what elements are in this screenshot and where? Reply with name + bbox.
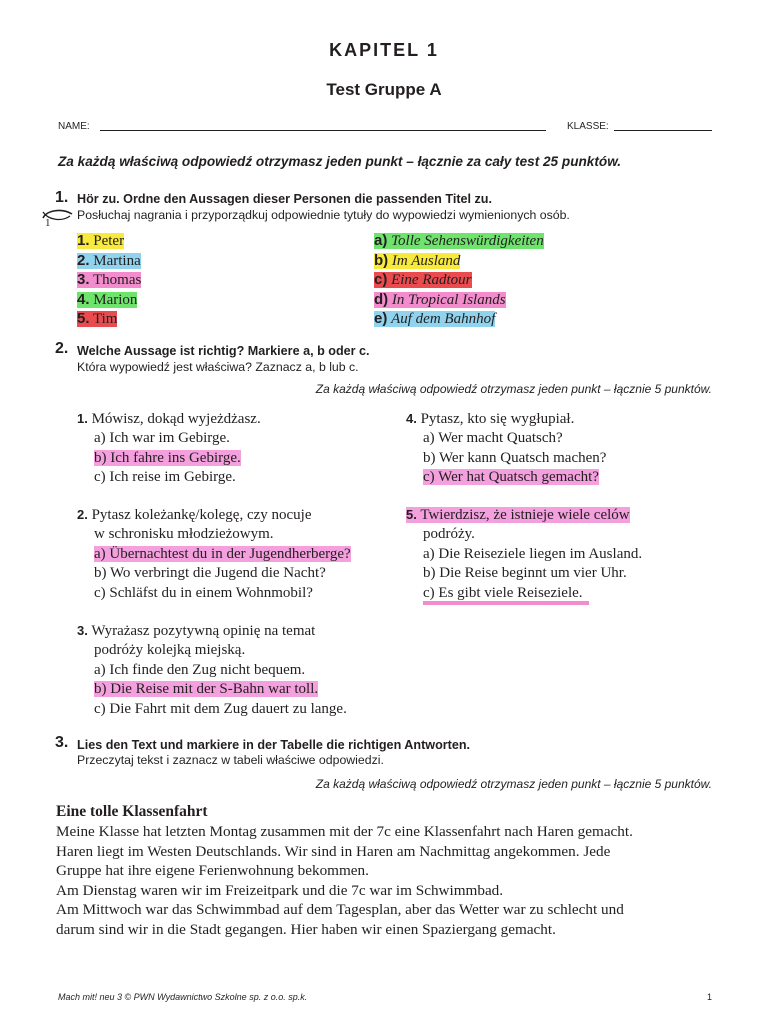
option-c[interactable]: c) Es gibt viele Reiseziele. bbox=[406, 584, 642, 603]
option-b[interactable]: b) Die Reise mit der S-Bahn war toll. bbox=[94, 681, 319, 698]
person-4 bbox=[77, 290, 137, 310]
option-a[interactable]: a) Übernachtest du in der Jugendherberge? bbox=[94, 545, 351, 562]
intro-instruction: Za każdą właściwą odpowiedź otrzymasz jeden punkt – łącznie za cały test 25 punktów. bbox=[58, 154, 622, 169]
question-4 bbox=[406, 409, 606, 488]
title-e bbox=[374, 309, 495, 329]
section1-number: 1. bbox=[55, 189, 69, 206]
title-letter: c) bbox=[374, 271, 388, 288]
chapter-title: KAPITEL 1 bbox=[329, 40, 439, 60]
reading-text bbox=[56, 822, 716, 940]
title-text: In Tropical Islands bbox=[391, 291, 506, 308]
section3-number: 3. bbox=[55, 734, 69, 751]
title-text: Tolle Sehenswürdigkeiten bbox=[391, 233, 544, 249]
title-letter: d) bbox=[374, 290, 389, 308]
option-a[interactable]: a) Ich finde den Zug nicht bequem. bbox=[94, 661, 306, 678]
option-a[interactable]: a) Wer macht Quatsch? bbox=[423, 430, 563, 447]
title-text: Auf dem Bahnhof bbox=[391, 311, 496, 327]
question-2 bbox=[77, 505, 351, 603]
question-1 bbox=[77, 409, 261, 488]
person-2 bbox=[77, 251, 141, 271]
question-prompt-cont: w schronisku młodzieżowym. bbox=[94, 526, 274, 543]
section2-heading: Welche Aussage ist richtig? Markiere a, b oder c. bbox=[77, 344, 370, 358]
footer-credit: Mach mit! neu 3 © PWN Wydawnictwo Szkolne sp. z o.o. sp.k. bbox=[58, 992, 308, 1002]
question-prompt-cont: podróży kolejką miejską. bbox=[94, 642, 246, 659]
question-5 bbox=[406, 505, 642, 603]
title-text: Im Ausland bbox=[391, 252, 461, 269]
page-number: 1 bbox=[706, 992, 712, 1002]
test-group-title: Test Gruppe A bbox=[326, 80, 442, 99]
reading-line: Meine Klasse hat letzten Montag zusammen mit der 7c eine Klassenfahrt nach Haren gemacht. bbox=[56, 823, 633, 840]
section3-points: Za każdą właściwą odpowiedź otrzymasz jeden punkt – łącznie 5 punktów. bbox=[315, 777, 712, 791]
person-3 bbox=[77, 270, 141, 290]
question-prompt: 2. Pytasz koleżankę/kolegę, czy nocuje bbox=[77, 507, 312, 523]
question-prompt-cont: podróży. bbox=[423, 526, 475, 543]
option-c[interactable]: c) Schläfst du in einem Wohnmobil? bbox=[94, 584, 313, 601]
person-number: 5. bbox=[77, 310, 90, 327]
question-prompt: 3. Wyrażasz pozytywną opinię na temat bbox=[77, 623, 316, 639]
option-c[interactable]: c) Wer hat Quatsch gemacht? bbox=[423, 469, 599, 486]
title-letter: b) bbox=[374, 251, 389, 269]
section2-points: Za każdą właściwą odpowiedź otrzymasz jeden punkt – łącznie 5 punktów. bbox=[315, 382, 712, 396]
section3-heading: Lies den Text und markiere in der Tabelle die richtigen Antworten. bbox=[77, 738, 471, 752]
section1-heading: Hör zu. Ordne den Aussagen dieser Personen die passenden Titel zu. bbox=[77, 192, 492, 206]
section2-subheading: Która wypowiedź jest właściwa? Zaznacz a, b lub c. bbox=[77, 360, 359, 374]
person-number: 4. bbox=[77, 290, 90, 308]
question-prompt: 4. Pytasz, kto się wygłupiał. bbox=[406, 411, 575, 427]
audio-track-icon bbox=[40, 205, 74, 227]
section2-number: 2. bbox=[55, 340, 69, 357]
reading-line: Gruppe hat ihre eigene Ferienwohnung bekommen. bbox=[56, 862, 369, 880]
option-b[interactable]: b) Wer kann Quatsch machen? bbox=[423, 449, 607, 466]
option-c[interactable]: c) Die Fahrt mit dem Zug dauert zu lange. bbox=[94, 700, 347, 717]
class-label: KLASSE: bbox=[567, 121, 609, 132]
title-d bbox=[374, 290, 506, 310]
question-prompt: 5. Twierdzisz, że istnieje wiele celów bbox=[406, 507, 630, 523]
title-text: Eine Radtour bbox=[391, 272, 472, 288]
person-name: Martina bbox=[93, 252, 141, 269]
section1-subheading: Posłuchaj nagrania i przyporządkuj odpowiednie tytuły do wypowiedzi wymienionych osób. bbox=[77, 208, 570, 222]
title-a bbox=[374, 231, 544, 251]
option-c[interactable]: c) Ich reise im Gebirge. bbox=[94, 469, 236, 486]
person-1 bbox=[77, 231, 124, 251]
title-c bbox=[374, 270, 472, 290]
name-label: NAME: bbox=[58, 121, 90, 132]
reading-line: Am Dienstag waren wir im Freizeitpark und die 7c war im Schwimmbad. bbox=[56, 881, 504, 899]
person-name: Thomas bbox=[93, 272, 142, 288]
person-number: 3. bbox=[77, 271, 90, 288]
name-field[interactable] bbox=[100, 130, 546, 131]
person-name: Marion bbox=[93, 291, 138, 308]
option-b[interactable]: b) Ich fahre ins Gebirge. bbox=[94, 449, 241, 466]
audio-track-number: 1 bbox=[45, 217, 51, 227]
person-number: 1. bbox=[77, 232, 90, 249]
option-b[interactable]: b) Die Reise beginnt um vier Uhr. bbox=[423, 565, 627, 582]
person-name: Tim bbox=[93, 311, 118, 327]
title-b bbox=[374, 251, 460, 271]
reading-line: Am Mittwoch war das Schwimmbad auf dem Tagesplan, aber das Wetter war zu schlecht und bbox=[56, 901, 624, 919]
person-name: Peter bbox=[93, 233, 125, 249]
reading-line: Haren liegt im Westen Deutschlands. Wir sind in Haren am Nachmittag angekommen. Jede bbox=[56, 842, 611, 860]
person-5 bbox=[77, 309, 117, 329]
title-letter: e) bbox=[374, 310, 388, 327]
question-3 bbox=[77, 621, 347, 719]
option-a[interactable]: a) Ich war im Gebirge. bbox=[94, 430, 230, 447]
section3-subheading: Przeczytaj tekst i zaznacz w tabeli właściwe odpowiedzi. bbox=[77, 753, 384, 767]
reading-title: Eine tolle Klassenfahrt bbox=[56, 803, 208, 820]
question-prompt: 1. Mówisz, dokąd wyjeżdżasz. bbox=[77, 411, 261, 427]
person-number: 2. bbox=[77, 251, 90, 269]
title-letter: a) bbox=[374, 232, 388, 249]
option-b[interactable]: b) Wo verbringt die Jugend die Nacht? bbox=[94, 565, 326, 582]
reading-line: darum sind wir in die Stadt gegangen. Hier haben wir einen Spaziergang gemacht. bbox=[56, 920, 556, 938]
option-a[interactable]: a) Die Reiseziele liegen im Ausland. bbox=[423, 545, 643, 562]
class-field[interactable] bbox=[614, 130, 712, 131]
